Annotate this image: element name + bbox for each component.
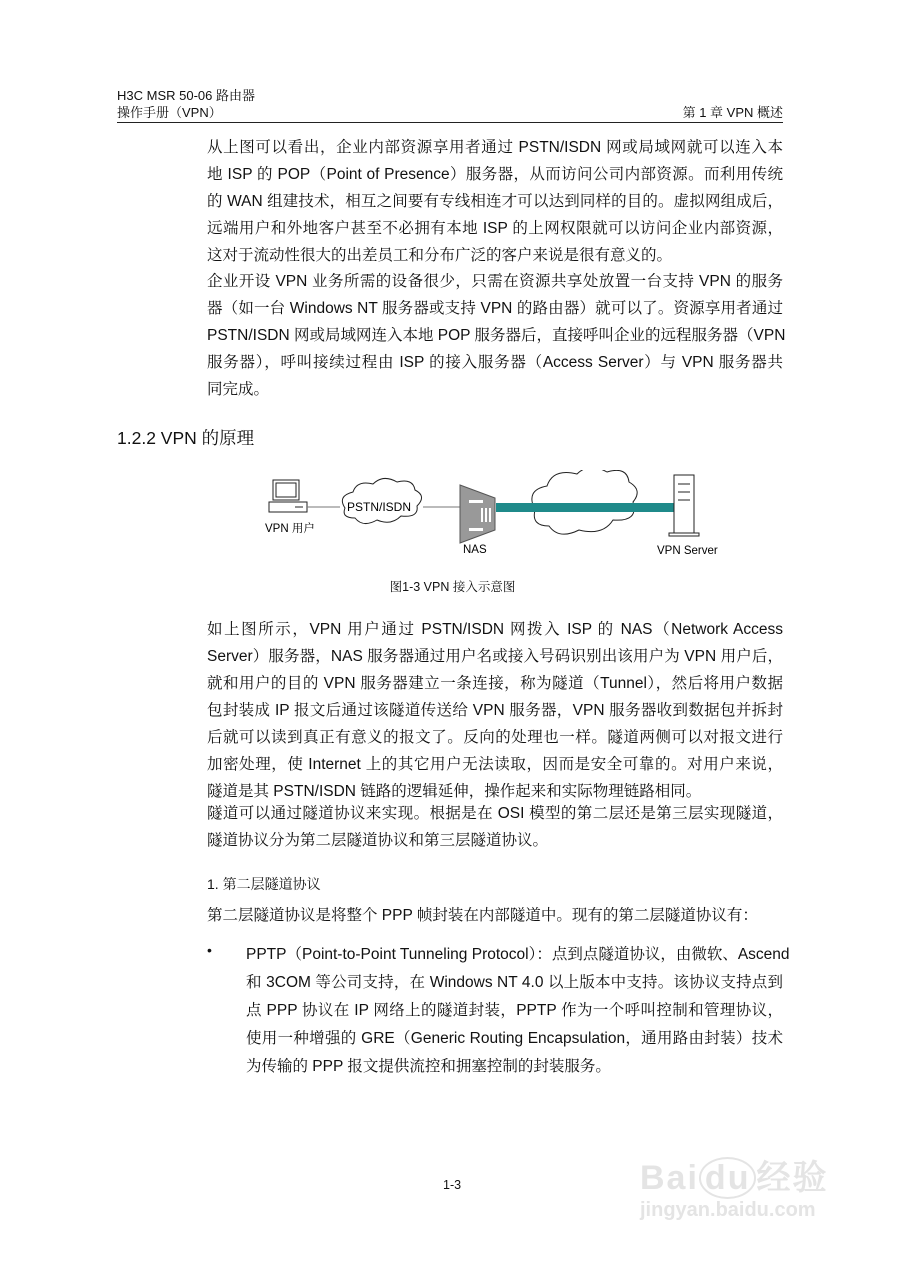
text-line: PPTP（Point-to-Point Tunneling Protocol）：点到点隧道协议，由微软、Ascend — [246, 946, 790, 963]
subheading: 1. 第二层隧道协议 — [207, 876, 321, 892]
text-line: 和 3COM 等公司支持，在 Windows NT 4.0 以上版本中支持。该协议支持点到 — [246, 974, 783, 991]
text-line: 后就可以读到真正有意义的报文了。反向的处理也一样。隧道两侧可以对报文进行 — [207, 729, 783, 746]
text-line: 隧道协议分为第二层隧道协议和第三层隧道协议。 — [207, 832, 549, 849]
text-line: 就和用户的目的 VPN 服务器建立一条连接，称为隧道（Tunnel），然后将用户数据 — [207, 675, 783, 692]
vpn-server-label: VPN Server — [657, 545, 718, 557]
paragraph-4 — [207, 800, 783, 854]
text-line: 这对于流动性很大的出差员工和分布广泛的客户来说是很有意义的。 — [207, 247, 673, 264]
text-line: Server）服务器，NAS 服务器通过用户名或接入号码识别出该用户为 VPN 用户后， — [207, 648, 783, 665]
text-line: 从上图可以看出，企业内部资源享用者通过 PSTN/ISDN 网或局域网就可以连入本 — [207, 139, 783, 156]
text-line: 第二层隧道协议是将整个 PPP 帧封装在内部隧道中。现有的第二层隧道协议有： — [207, 907, 758, 924]
watermark-logo: Bai du 经验 jingyan.baidu.com — [640, 1159, 829, 1221]
nas-device-icon — [460, 485, 495, 543]
paragraph-3 — [207, 616, 783, 805]
text-line: 隧道可以通过隧道协议来实现。根据是在 OSI 模型的第二层还是第三层实现隧道， — [207, 805, 783, 822]
header-chapter: 第 1 章 VPN 概述 — [682, 105, 783, 120]
pstn-label: PSTN/ISDN — [346, 500, 412, 514]
bullet-item-pptp — [246, 941, 790, 1081]
figure-caption: 图1-3 VPN 接入示意图 — [389, 580, 516, 594]
text-line: 器（如一台 Windows NT 服务器或支持 VPN 的路由器）就可以了。资源享用者通过 — [207, 300, 783, 317]
tunnel-bar — [496, 503, 674, 512]
text-line: 包封装成 IP 报文后通过该隧道传送给 VPN 服务器，VPN 服务器收到数据包并拆封 — [207, 702, 783, 719]
page-number: 1-3 — [443, 1178, 462, 1192]
header-product: H3C MSR 50-06 路由器 — [117, 88, 255, 103]
text-line: 同完成。 — [207, 381, 270, 398]
text-line: 加密处理，使 Internet 上的其它用户无法读取，因而是安全可靠的。对用户来说， — [207, 756, 783, 773]
text-line: 使用一种增强的 GRE（Generic Routing Encapsulation，通用路由封装）技术 — [246, 1030, 783, 1047]
text-line: 隧道是其 PSTN/ISDN 链路的逻辑延伸，操作起来和实际物理链路相同。 — [207, 783, 702, 800]
vpn-access-diagram — [255, 470, 735, 565]
text-line: 为传输的 PPP 报文提供流控和拥塞控制的封装服务。 — [246, 1058, 611, 1075]
header-rule — [117, 122, 783, 123]
paragraph-5 — [207, 902, 783, 929]
pc-icon — [269, 480, 307, 512]
text-line: 的 WAN 组建技术，相互之间要有专线相连才可以达到同样的目的。虚拟网组成后， — [207, 193, 783, 210]
section-heading: 1.2.2 VPN 的原理 — [117, 428, 255, 448]
header-manual: 操作手册（VPN） — [117, 105, 222, 120]
vpn-user-label: VPN 用户 — [265, 523, 315, 535]
vpn-server-icon — [669, 475, 699, 536]
text-line: 远端用户和外地客户甚至不必拥有本地 ISP 的上网权限就可以访问企业内部资源， — [207, 220, 783, 237]
text-line: 如上图所示，VPN 用户通过 PSTN/ISDN 网拨入 ISP 的 NAS（Network Access — [207, 621, 783, 638]
text-line: 服务器），呼叫接续过程由 ISP 的接入服务器（Access Server）与 VPN 服务器共 — [207, 354, 783, 371]
nas-label: NAS — [463, 544, 487, 556]
text-line: 点 PPP 协议在 IP 网络上的隧道封装，PPTP 作为一个呼叫控制和管理协议， — [246, 1002, 783, 1019]
text-line: PSTN/ISDN 网或局域网连入本地 POP 服务器后，直接呼叫企业的远程服务器（VPN — [207, 327, 786, 344]
paragraph-2 — [207, 268, 786, 403]
internet-cloud-icon — [532, 470, 637, 534]
paragraph-1 — [207, 134, 783, 269]
text-line: 企业开设 VPN 业务所需的设备很少，只需在资源共享处放置一台支持 VPN 的服务 — [207, 273, 783, 290]
bullet-marker: • — [207, 942, 212, 958]
text-line: 地 ISP 的 POP（Point of Presence）服务器，从而访问公司内部资源。而利用传统 — [207, 166, 783, 183]
